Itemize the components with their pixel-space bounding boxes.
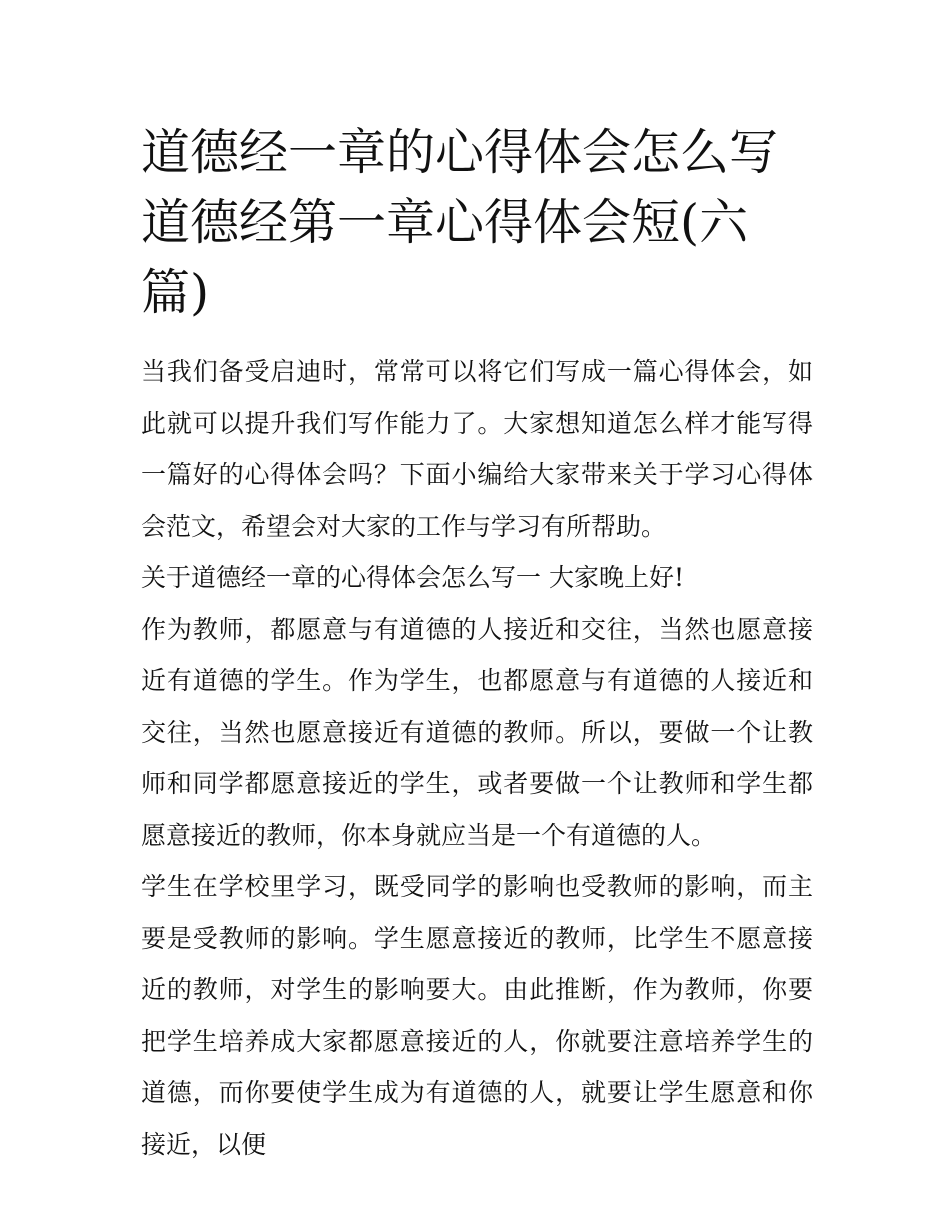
intro-paragraph: 当我们备受启迪时，常常可以将它们写成一篇心得体会，如此就可以提升我们写作能力了。大家想知道怎么样才能写得一篇好的心得体会吗？下面小编给大家带来关于学习心得体会范文，希望会对大家的工作与学习有所帮助。 bbox=[141, 357, 813, 541]
document-body bbox=[141, 118, 813, 1170]
document-title: 道德经一章的心得体会怎么写 道德经第一章心得体会短(六篇) bbox=[141, 124, 779, 321]
section-heading-paragraph: 关于道德经一章的心得体会怎么写一 大家晚上好! bbox=[141, 563, 684, 592]
body-paragraph: 学生在学校里学习，既受同学的影响也受教师的影响，而主要是受教师的影响。学生愿意接近的教师，比学生不愿意接近的教师，对学生的影响要大。由此推断，作为教师，你要把学生培养成大家都愿意接近的人，你就要注意培养学生的道德，而你要使学生成为有道德的人，就要让学生愿意和你接近，以便 bbox=[141, 872, 813, 1159]
body-paragraph: 作为教师，都愿意与有道德的人接近和交往，当然也愿意接近有道德的学生。作为学生，也都愿意与有道德的人接近和交往，当然也愿意接近有道德的教师。所以，要做一个让教师和同学都愿意接近的学生，或者要做一个让教师和学生都愿意接近的教师，你本身就应当是一个有道德的人。 bbox=[141, 614, 813, 850]
